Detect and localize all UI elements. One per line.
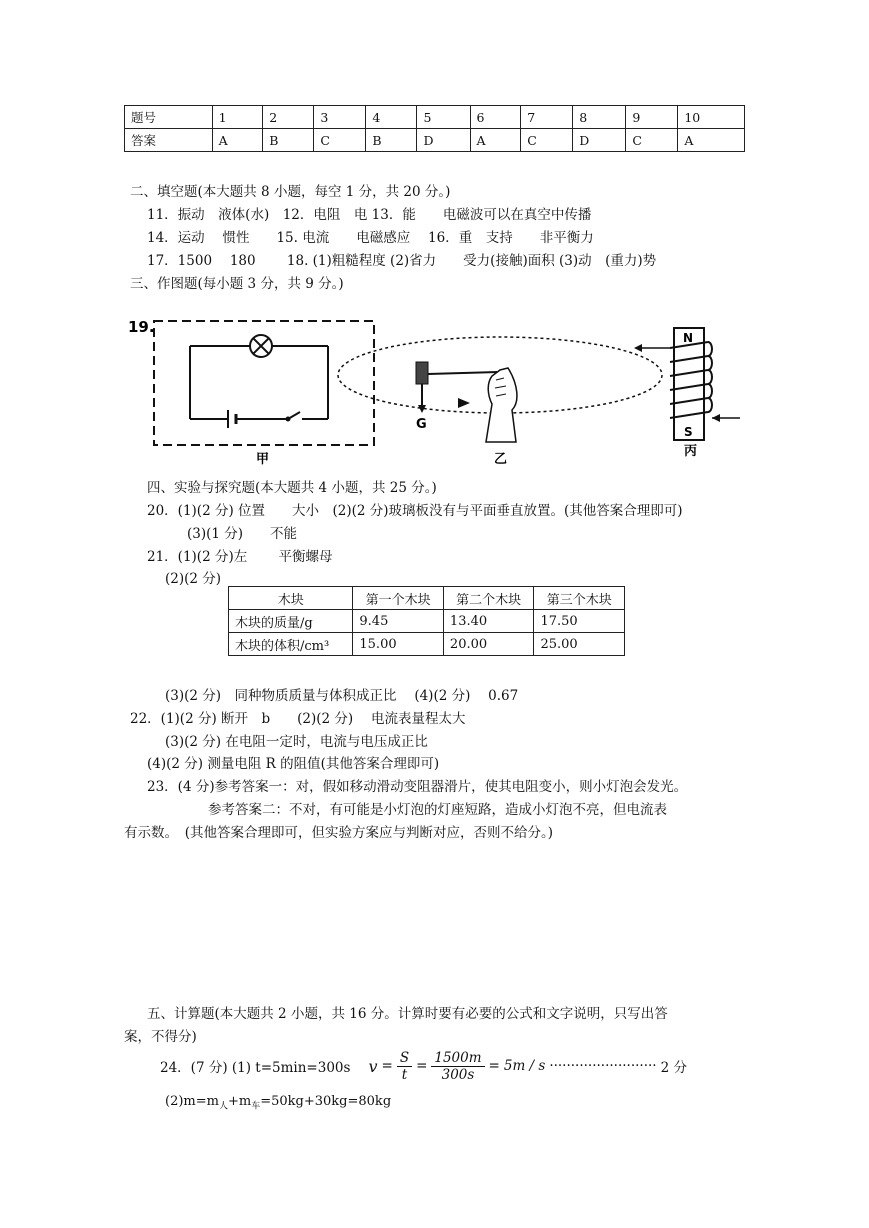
q24-frac-1-den: t (401, 1066, 408, 1083)
north-label: N (683, 331, 694, 345)
direction-arrow-icon (458, 398, 470, 408)
gravity-label: G (416, 417, 427, 432)
wood-mass-cell-1: 9.45 (353, 610, 444, 633)
answer-value-cell-6: A (470, 129, 521, 152)
q24-eq-2: = (416, 1058, 428, 1074)
answer-value-cell-9: C (626, 129, 678, 152)
figure-label-b: 乙 (494, 452, 508, 467)
figure-label-c: 丙 (684, 444, 698, 459)
answer-header-cell-3: 3 (314, 106, 366, 129)
battery-icon (228, 410, 236, 428)
answer-header-cell-0: 题号 (125, 106, 213, 129)
q24-frac-2-num: 1500m (431, 1050, 484, 1067)
q24-part2 (165, 1094, 391, 1112)
answer-value-cell-7: C (521, 129, 573, 152)
answer-header-cell-6: 6 (470, 106, 521, 129)
answer-table-header-row (125, 106, 745, 129)
section3-title: 三、作图题(每小题 3 分，共 9 分。) (130, 276, 344, 292)
wood-volume-cell-2: 20.00 (443, 633, 534, 656)
wood-table-volume-row (229, 633, 625, 656)
q24-result: 5m / s (503, 1058, 546, 1074)
answer-value-cell-8: D (573, 129, 626, 152)
section2-title: 二、填空题(本大题共 8 小题，每空 1 分，共 20 分。) (130, 184, 451, 200)
switch-icon (286, 417, 291, 422)
wood-volume-cell-0: 木块的体积/cm³ (229, 633, 353, 656)
answer-header-cell-10: 10 (678, 106, 745, 129)
q20-line-2: (3)(1 分) 不能 (187, 526, 298, 542)
q20-line-1: 20．(1)(2 分) 位置 大小 (2)(2 分)玻璃板没有与平面垂直放置。(其他答案合理即可) (147, 503, 683, 519)
wood-mass-cell-2: 13.40 (443, 610, 534, 633)
wood-table-mass-row (229, 610, 625, 633)
q24-frac-1 (397, 1050, 412, 1083)
lamp-icon (250, 335, 272, 357)
q24-frac-2-den: 300s (441, 1066, 475, 1083)
q24-prefix: 24．(7 分) (1) t=5min=300s (160, 1060, 351, 1076)
wood-mass-cell-0: 木块的质量/g (229, 610, 353, 633)
answer-header-cell-7: 7 (521, 106, 573, 129)
q24-eq-1: = (381, 1058, 393, 1074)
wood-volume-cell-3: 25.00 (534, 633, 625, 656)
q22-line-3: (4)(2 分) 测量电阻 R 的阻值(其他答案合理即可) (147, 756, 440, 772)
block-object (416, 362, 428, 384)
q21-line-2: (2)(2 分) (165, 571, 222, 587)
answer-header-cell-9: 9 (626, 106, 678, 129)
q24-2-a: (2)m=m (165, 1094, 219, 1109)
answer-value-cell-4: B (366, 129, 417, 152)
q23-line-3: 有示数。 (其他答案合理即可，但实验方案应与判断对应，否则不给分。) (124, 825, 554, 841)
section4-title: 四、实验与探究题(本大题共 4 小题，共 25 分。) (147, 480, 437, 496)
q24-dots: ························· (549, 1058, 657, 1074)
q24-2-c: =50kg+30kg=80kg (260, 1094, 392, 1109)
answer-header-cell-4: 4 (366, 106, 417, 129)
answer-header-cell-8: 8 (573, 106, 626, 129)
figures-row (120, 312, 740, 472)
q24-frac-1-num: S (397, 1050, 412, 1067)
wood-table (228, 586, 625, 656)
q24-frac-2 (431, 1050, 484, 1083)
q24-v: v (368, 1056, 378, 1076)
q24-2-sub2: 车 (251, 1101, 261, 1112)
wood-header-cell-3: 第三个木块 (534, 587, 625, 610)
wood-table-header-row (229, 587, 625, 610)
answer-value-cell-1: A (212, 129, 263, 152)
answer-header-cell-1: 1 (212, 106, 263, 129)
section5-title-2: 案，不得分) (124, 1029, 197, 1045)
answer-value-cell-3: C (314, 129, 366, 152)
q24-2-sub1: 人 (218, 1101, 228, 1112)
q23-line-1: 23．(4 分)参考答案一：对，假如移动滑动变阻器滑片，使其电阻变小，则小灯泡会发光。 (147, 779, 688, 795)
wood-header-cell-1: 第一个木块 (353, 587, 444, 610)
section2-line-1: 11．振动 液体(水) 12．电阻 电 13．能 电磁波可以在真空中传播 (147, 207, 592, 223)
section5-title-1: 五、计算题(本大题共 2 小题，共 16 分。计算时要有必要的公式和文字说明，只写出答 (147, 1006, 668, 1022)
answer-value-cell-0: 答案 (125, 129, 213, 152)
q24-score: 2 分 (660, 1060, 687, 1076)
q24-part1 (160, 1046, 687, 1086)
section2-line-2: 14．运动 惯性 15. 电流 电磁感应 16．重 支持 非平衡力 (147, 230, 594, 246)
q21-line-1: 21．(1)(2 分)左 平衡螺母 (147, 549, 333, 565)
answer-value-cell-2: B (263, 129, 314, 152)
figure-label-a: 甲 (256, 452, 270, 467)
answer-table (124, 105, 745, 152)
answer-header-cell-2: 2 (263, 106, 314, 129)
q23-line-2: 参考答案二：不对，有可能是小灯泡的灯座短路，造成小灯泡不亮，但电流表 (208, 802, 667, 818)
q21-line-3: (3)(2 分) 同种物质质量与体积成正比 (4)(2 分) 0.67 (165, 688, 519, 704)
arrow-left-icon (634, 344, 642, 352)
q24-eq-3: = (488, 1058, 500, 1074)
wood-volume-cell-1: 15.00 (353, 633, 444, 656)
answer-value-cell-5: D (417, 129, 470, 152)
answer-header-cell-5: 5 (417, 106, 470, 129)
section2-line-3: 17．1500 180 18. (1)粗糙程度 (2)省力 受力(接触)面积 (3)动 (重力)势 (147, 253, 657, 269)
string-line (428, 372, 498, 374)
q24-2-b: +m (227, 1094, 252, 1109)
answer-value-cell-10: A (678, 129, 745, 152)
arrow-left-icon-2 (712, 414, 720, 422)
wood-header-cell-0: 木块 (229, 587, 353, 610)
south-label: S (684, 425, 693, 439)
answer-table-answer-row (125, 129, 745, 152)
figure-number: 19. (128, 318, 155, 336)
wood-mass-cell-3: 17.50 (534, 610, 625, 633)
wood-header-cell-2: 第二个木块 (443, 587, 534, 610)
q22-line-2: (3)(2 分) 在电阻一定时，电流与电压成正比 (165, 734, 428, 750)
q22-line-1: 22．(1)(2 分) 断开 b (2)(2 分) 电流表量程太大 (130, 711, 466, 727)
